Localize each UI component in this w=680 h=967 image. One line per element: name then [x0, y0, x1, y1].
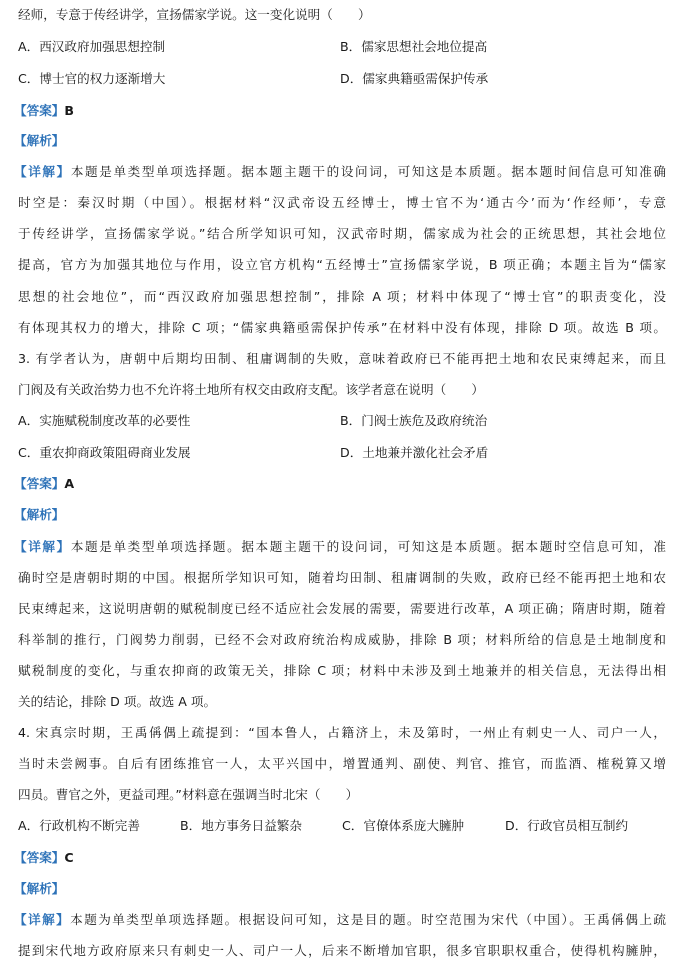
q2-option-d: D．儒家典籍亟需保护传承: [340, 71, 489, 86]
q4-option-c: C．官僚体系庞大臃肿: [342, 818, 465, 833]
q3-detail-line-6: 关的结论，排除 D 项。故选 A 项。: [18, 694, 217, 709]
q3-option-a: A．实施赋税制度改革的必要性: [18, 413, 191, 428]
q4-stem-line-1: 4. 宋真宗时期，王禹偁偶上疏提到：“国本鲁人，占籍济上，未及第时，一州止有刺史一人、司户一人，: [18, 725, 666, 740]
q4-option-d: D．行政官员相互制约: [505, 818, 629, 833]
q3-analysis-tag: 【解析】: [14, 507, 65, 522]
q3-answer-tag: 【答案】: [14, 476, 65, 491]
q4-answer-row: [14, 850, 74, 866]
q3-stem-line-1: 3. 有学者认为，唐朝中后期均田制、租庸调制的失败，意味着政府已不能再把土地和农民束缚起来，而且: [18, 351, 666, 366]
q4-detail-line-2: 提到宋代地方政府原来只有刺史一人、司户一人，后来不断增加官职，很多官职职权重合，使得机构臃肿，: [18, 943, 666, 958]
q2-detail-line-1: 【详解】本题是单类型单项选择题。据本题主题干的设问词，可知这是本质题。据本题时间信息可知准确: [14, 164, 666, 179]
q4-detail-line-1: 【详解】本题为单类型单项选择题。根据设问可知，这是目的题。时空范围为宋代（中国）。王禹偁偶上疏: [14, 912, 666, 927]
q2-answer-tag: 【答案】: [14, 103, 65, 118]
q3-option-c: C．重农抑商政策阻碍商业发展: [18, 445, 191, 460]
q2-detail-line-5: 思想的社会地位”，而“西汉政府加强思想控制”，排除 A 项；材料中体现了“博士官”的职责变化，没: [18, 289, 666, 304]
q4-answer: C: [64, 850, 74, 865]
q3-detail-line-2: 确时空是唐朝时期的中国。根据所学知识可知，随着均田制、租庸调制的失败，政府已经不能再把土地和农: [18, 570, 666, 585]
q4-option-b: B．地方事务日益繁杂: [180, 818, 302, 833]
q3-detail-tag: 【详解】: [14, 539, 71, 554]
q4-stem-line-2: 当时未尝阙事。自后有团练推官一人，太平兴国中，增置通判、副使、判官、推官，而监酒、榷税算又增: [18, 756, 666, 771]
q3-detail-line-3: 民束缚起来，这说明唐朝的赋税制度已经不适应社会发展的需要，需要进行改革，A 项正确；隋唐时期，随着: [18, 601, 666, 616]
q2-detail-line-3: 于传经讲学，宣扬儒家学说。”结合所学知识可知，汉武帝时期，儒家成为社会的正统思想，其社会地位: [18, 226, 666, 241]
q2-detail-line-2: 时空是：秦汉时期（中国）。根据材料“汉武帝设五经博士，博士官不为‘通古今’而为‘作经师’，专意: [18, 195, 666, 210]
q2-detail-line-6: 有体现其权力的增大，排除 C 项；“儒家典籍亟需保护传承”在材料中没有体现，排除 D 项。故选 B 项。: [18, 320, 666, 335]
q3-detail-line-1: 【详解】本题是单类型单项选择题。据本题主题干的设问词，可知这是本质题。据本题时空信息可知，准: [14, 539, 666, 554]
q4-answer-tag: 【答案】: [14, 850, 65, 865]
q4-detail-tag: 【详解】: [14, 912, 71, 927]
q2-stem-tail: 经师，专意于传经讲学，宣扬儒家学说。这一变化说明（ ）: [18, 7, 371, 22]
q3-detail-line-5: 赋税制度的变化，与重农抑商的政策无关，排除 C 项；材料中未涉及到土地兼并的相关信息，无法得出相: [18, 663, 666, 678]
q2-detail-tag: 【详解】: [14, 164, 71, 179]
q2-answer: B: [64, 103, 74, 118]
q2-option-b: B．儒家思想社会地位提高: [340, 39, 488, 54]
q2-answer-row: [14, 103, 74, 119]
q3-answer-row: [14, 476, 74, 492]
q4-analysis-tag: 【解析】: [14, 881, 65, 896]
q2-detail-line-4: 提高，官方为加强其地位与作用，设立官方机构“五经博士”宣扬儒家学说，B 项正确；本题主旨为“儒家: [18, 257, 666, 272]
q4-stem-line-3: 四员。曹官之外，更益司理。”材料意在强调当时北宋（ ）: [18, 787, 359, 802]
q3-option-b: B．门阀士族危及政府统治: [340, 413, 488, 428]
q2-analysis-tag: 【解析】: [14, 133, 65, 148]
q2-option-a: A．西汉政府加强思想控制: [18, 39, 166, 54]
q2-option-c: C．博士官的权力逐渐增大: [18, 71, 166, 86]
q3-answer: A: [64, 476, 75, 491]
q3-detail-line-4: 科举制的推行，门阀势力削弱，已经不会对政府统治构成威胁，排除 B 项；材料所给的信息是土地制度和: [18, 632, 666, 647]
q3-stem-line-2: 门阀及有关政治势力也不允许将土地所有权交由政府支配。该学者意在说明（ ）: [18, 382, 484, 397]
q4-option-a: A．行政机构不断完善: [18, 818, 140, 833]
q3-option-d: D．土地兼并激化社会矛盾: [340, 445, 489, 460]
